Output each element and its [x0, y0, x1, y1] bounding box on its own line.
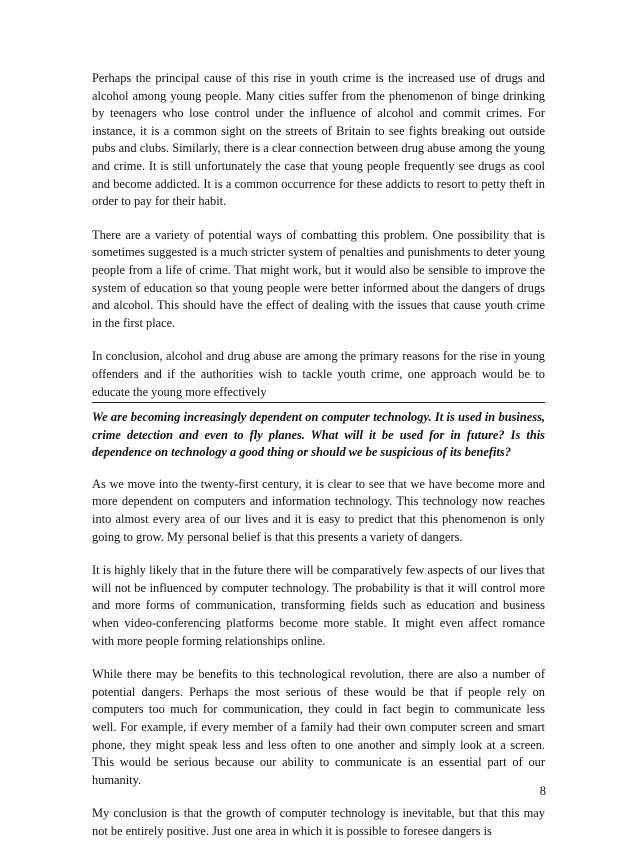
paragraph-combatting-problem: There are a variety of potential ways of combatting this problem. One possibility that is sometimes suggested is a much stricter system of penalties and punishments to deter young people from a life of crime. That might work, but it would also be sensible to improve the system of education so that young people were better informed about the dangers of drugs and alcohol. This should have the effect of dealing with the issues that cause youth crime in the first place. [92, 227, 545, 330]
essay-question: We are becoming increasingly dependent on computer technology. It is used in business, crime detection and even to fly planes. What will it be used for in future? Is this dependence on technology a good thing or should we be suspicious of its benefits? [92, 410, 545, 460]
paragraph-introduction-technology: As we move into the twenty-first century, it is clear to see that we have become more and more dependent on computers and information technology. This technology now reaches into almost every area of our lives and it is easy to predict that this phenomenon is only going to grow. My personal belief is that this presents a variety of dangers. [92, 476, 545, 544]
paragraph-potential-dangers: While there may be benefits to this technological revolution, there are also a number of potential dangers. Perhaps the most serious of these would be that if people rely on computers too much for communication, they could in fact begin to communicate less well. For example, if every member of a family had their own computer screen and smart phone, they might speak less and less often to one another and simply look at a screen. This would be serious because our ability to communicate is an essential part of our humanity. [92, 667, 545, 787]
page-number: 8 [539, 784, 546, 798]
document-body [92, 70, 545, 841]
paragraph-conclusion-youth-crime: In conclusion, alcohol and drug abuse are among the primary reasons for the rise in young offenders and if the authorities wish to tackle youth crime, one approach would be to educate the young more effectively [92, 348, 545, 403]
paragraph-conclusion-technology: My conclusion is that the growth of computer technology is inevitable, but that this may not be entirely positive. Just one area in which it is possible to foresee dangers is [92, 806, 545, 838]
paragraph-future-influence: It is highly likely that in the future there will be comparatively few aspects of our lives that will not be influenced by computer technology. The probability is that it will control more and more forms of communication, transforming fields such as education and business when video-conferencing platforms become more stable. It might even affect romance with more people forming relationships online. [92, 563, 545, 648]
paragraph-drug-alcohol-cause: Perhaps the principal cause of this rise in youth crime is the increased use of drugs and alcohol among young people. Many cities suffer from the phenomenon of binge drinking by teenagers who lose control under the influence of alcohol and commit crimes. For instance, it is a common sight on the streets of Britain to see fights breaking out outside pubs and clubs. Similarly, there is a clear connection between drug abuse among the young and crime. It is still unfortunately the case that young people frequently see drugs as cool and become addicted. It is a common occurrence for these addicts to resort to petty theft in order to pay for their habit. [92, 71, 545, 209]
